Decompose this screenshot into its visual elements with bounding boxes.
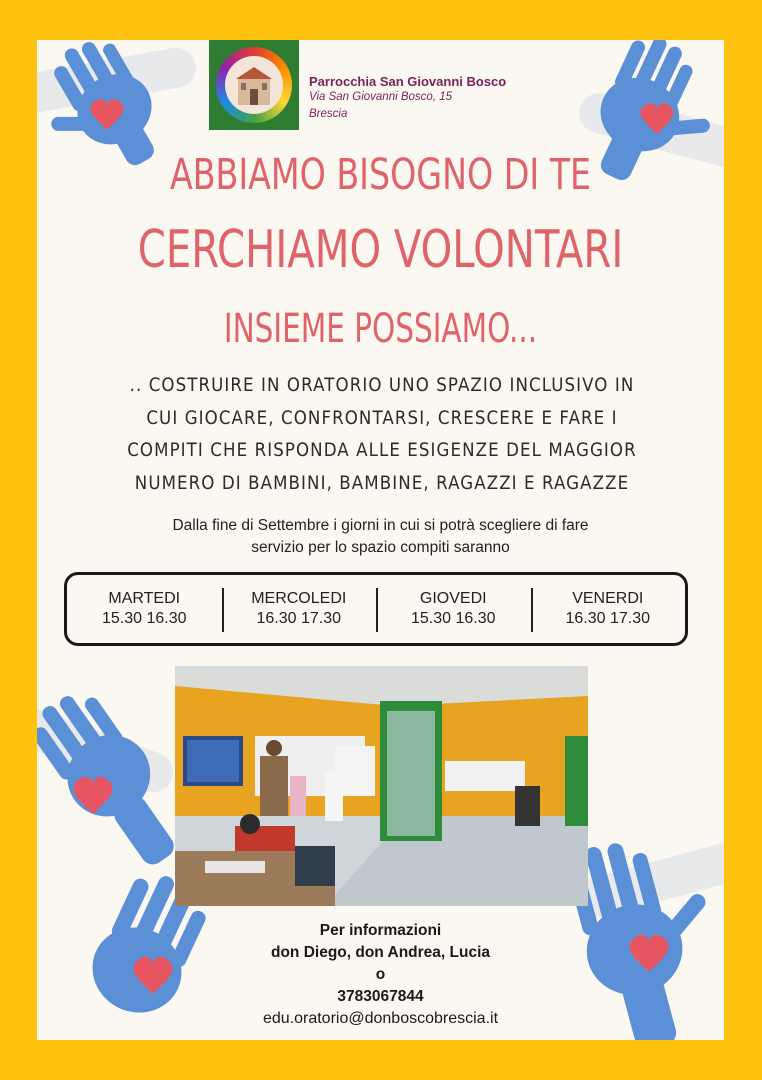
- schedule-intro: [77, 515, 684, 559]
- day-name: MARTEDI: [108, 590, 181, 607]
- mission-line: COMPITI CHE RISPONDA ALLE ESIGENZE DEL MAGGIOR: [127, 440, 637, 461]
- day-time: 15.30 16.30: [410, 610, 496, 627]
- church-icon: [225, 56, 283, 114]
- day-name: VENERDI: [572, 590, 644, 607]
- info-email[interactable]: edu.oratorio@donboscobrescia.it: [262, 1010, 499, 1027]
- parish-city: Brescia: [309, 108, 348, 120]
- schedule-intro-line: Dalla fine di Settembre i giorni in cui si potrà scegliere di fare: [172, 517, 589, 534]
- parish-address: Via San Giovanni Bosco, 15: [309, 91, 452, 103]
- schedule-day: [67, 575, 222, 643]
- day-time: 15.30 16.30: [101, 610, 187, 627]
- mission-text: [99, 370, 666, 500]
- schedule-day: [376, 575, 531, 643]
- mission-line: NUMERO DI BAMBINI, BAMBINE, RAGAZZI E RAGAZZE: [134, 472, 630, 494]
- parish-info: [309, 74, 506, 123]
- parish-logo: [209, 40, 299, 130]
- poster: [37, 40, 724, 1040]
- schedule-box: [64, 572, 688, 646]
- schedule-intro-line: servizio per lo spazio compiti saranno: [251, 539, 510, 556]
- mission-line: .. COSTRUIRE IN ORATORIO UNO SPAZIO INCLUSIVO IN: [129, 375, 635, 396]
- info-phone[interactable]: 3783067844: [337, 988, 424, 1005]
- schedule-day: [531, 575, 686, 643]
- headline-need-you: ABBIAMO BISOGNO DI TE: [169, 150, 592, 200]
- day-name: MERCOLEDI: [251, 590, 347, 607]
- info-or: o: [375, 966, 386, 983]
- mission-line: CUI GIOCARE, CONFRONTARSI, CRESCERE E FARE I: [146, 407, 618, 429]
- classroom-illustration: [175, 666, 588, 906]
- day-time: 16.30 17.30: [256, 610, 342, 627]
- info-title: Per informazioni: [319, 922, 442, 939]
- classroom-photo: [175, 666, 588, 906]
- headline-volunteers: CERCHIAMO VOLONTARI: [137, 220, 624, 280]
- logo-ring: [216, 47, 292, 123]
- day-name: GIOVEDI: [419, 590, 487, 607]
- day-time: 16.30 17.30: [565, 610, 651, 627]
- headline-together: INSIEME POSSIAMO...: [223, 306, 538, 352]
- contact-info: [217, 920, 544, 1030]
- info-contacts: don Diego, don Andrea, Lucia: [270, 944, 490, 961]
- schedule-day: [222, 575, 377, 643]
- parish-name: Parrocchia San Giovanni Bosco: [309, 74, 507, 89]
